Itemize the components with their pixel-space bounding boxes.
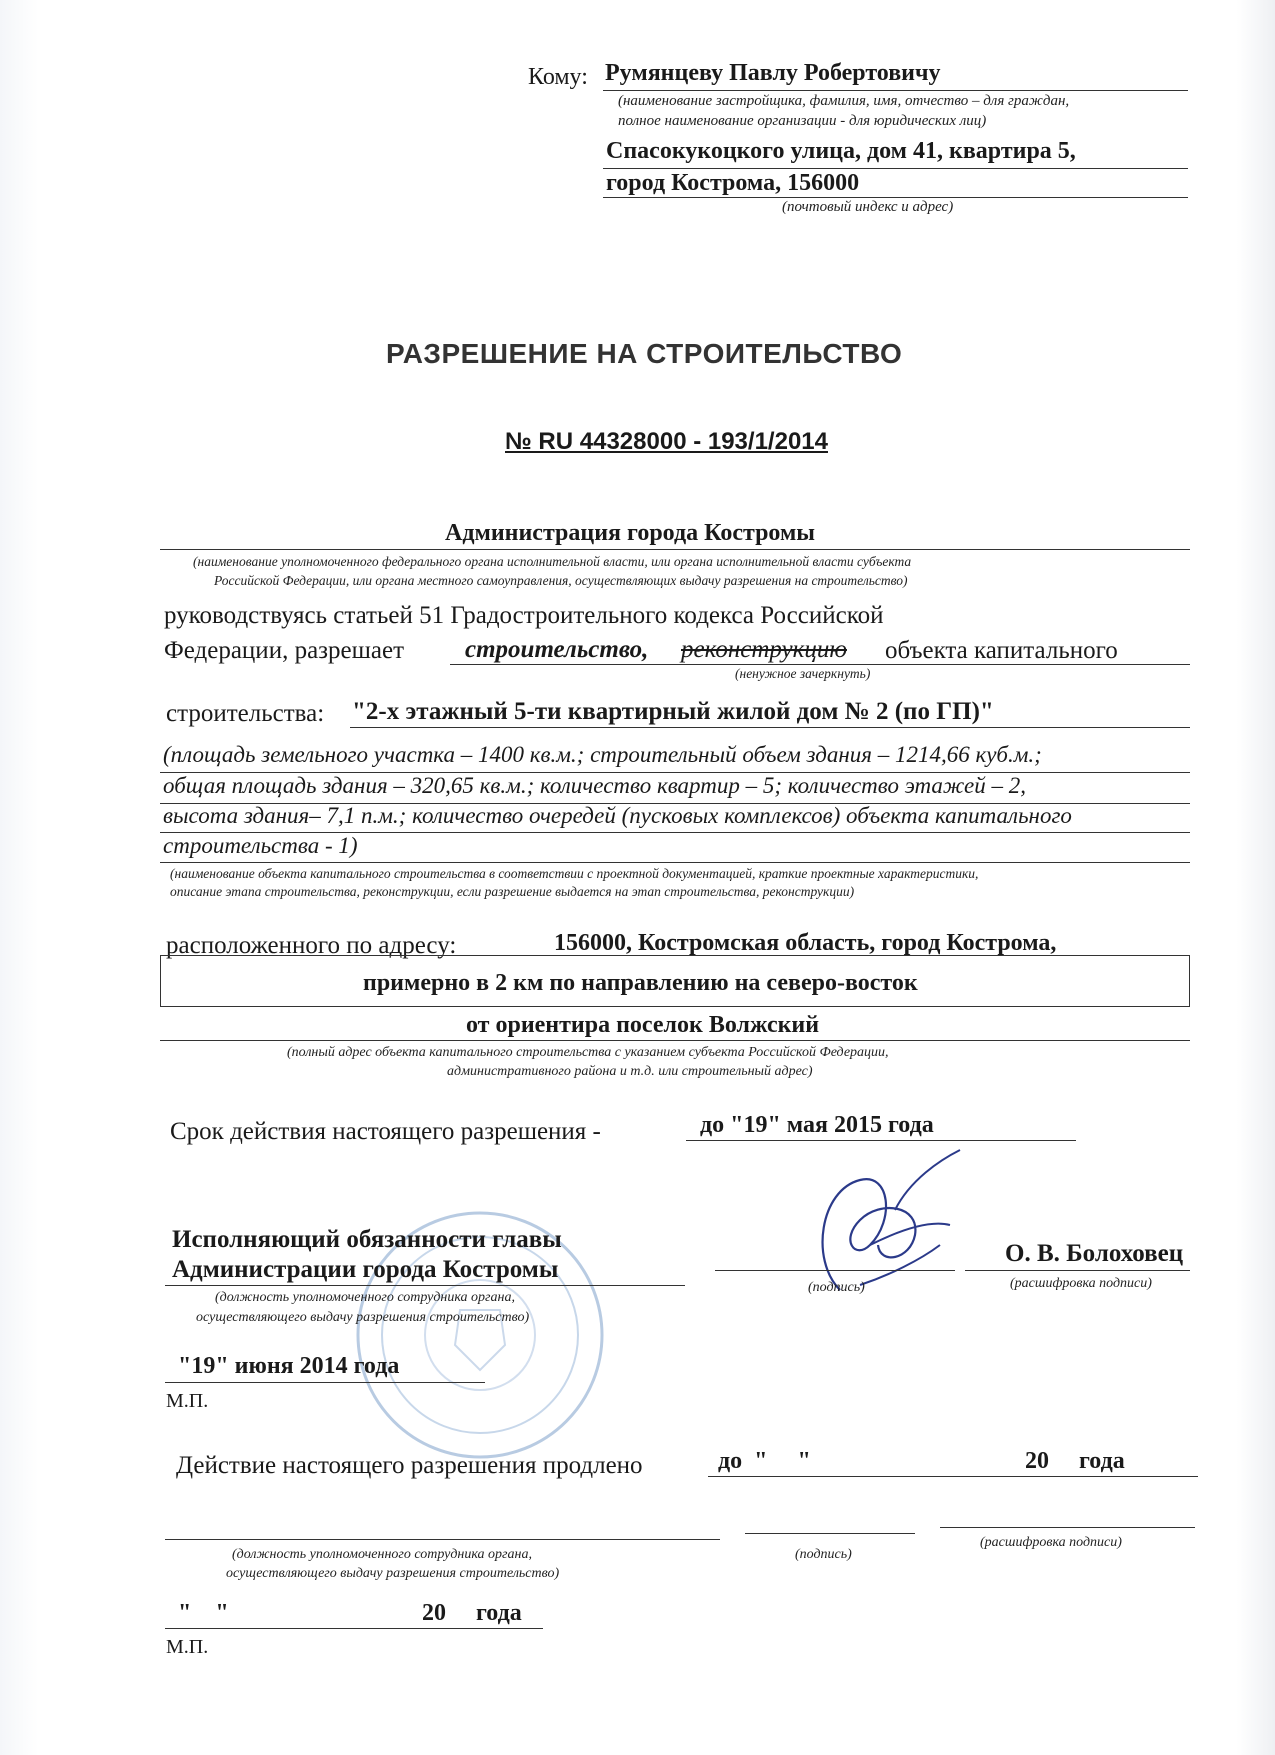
extension-label: Действие настоящего разрешения продлено [176, 1452, 643, 1479]
object-name-line [350, 727, 1190, 728]
authority-name: Администрация города Костромы [445, 520, 816, 546]
validity-value: до "19" мая 2015 года [700, 1112, 934, 1138]
authority-caption-1: (наименование уполномоченного федерального органа исполнительной власти, или органа исполнительной власти субъекта [193, 554, 912, 569]
stamp-place-2: М.П. [166, 1636, 209, 1658]
recipient-name: Румянцеву Павлу Робертовичу [605, 60, 941, 86]
extension-date-year: 20 года [422, 1600, 522, 1626]
extension-signature-caption: (подпись) [795, 1547, 852, 1562]
validity-line [686, 1140, 1076, 1141]
recipient-address-2: город Кострома, 156000 [606, 170, 860, 196]
body-line-1: руководствуясь статьей 51 Градостроительного кодекса Российской [164, 602, 884, 629]
recipient-address-caption: (почтовый индекс и адрес) [782, 199, 954, 215]
signature-line [715, 1270, 955, 1271]
stamp-place-1: М.П. [166, 1390, 209, 1412]
signatory-name: О. В. Болоховец [1005, 1240, 1184, 1267]
object-caption-2: описание этапа строительства, реконструкции, если разрешение выдается на этап строительства, реконструкции) [170, 884, 855, 899]
extension-position-caption-2: осуществляющего выдачу разрешения строительство) [226, 1566, 560, 1581]
extension-name-line [940, 1527, 1195, 1528]
signatory-position-1: Исполняющий обязанности главы [172, 1226, 562, 1253]
object-name: "2-х этажный 5-ти квартирный жилой дом № 2 (по ГП)" [352, 698, 994, 725]
location-address-1: 156000, Костромская область, город Кострома, [554, 930, 1057, 956]
issue-date: "19" июня 2014 года [178, 1353, 400, 1379]
location-address-3: от ориентира поселок Волжский [466, 1012, 820, 1038]
signature-caption: (подпись) [808, 1280, 865, 1295]
recipient-name-caption-2: полное наименование организации - для юридических лиц) [618, 113, 987, 129]
extension-line [708, 1476, 1198, 1477]
recipient-label: Кому: [528, 64, 588, 90]
location-label: расположенного по адресу: [166, 932, 457, 959]
extension-position-line [165, 1539, 720, 1540]
characteristics-underline-4 [160, 862, 1190, 863]
location-line [160, 1040, 1190, 1041]
location-address-2: примерно в 2 км по направлению на северо-восток [363, 970, 918, 996]
reconstruction-option-struck: реконструкцию [681, 636, 847, 663]
authority-line [160, 549, 1190, 550]
characteristics-line-1: (площадь земельного участка – 1400 кв.м.; строительный объем здания – 1214,66 куб.м.; [163, 742, 1042, 767]
extension-position-caption-1: (должность уполномоченного сотрудника органа, [232, 1547, 532, 1562]
recipient-name-caption-1: (наименование застройщика, фамилия, имя, отчество – для граждан, [618, 93, 1070, 109]
signatory-position-caption-2: осуществляющего выдачу разрешения строительство) [196, 1310, 530, 1325]
extension-date-line [165, 1628, 543, 1629]
extension-until: до " " [718, 1448, 811, 1474]
body-line-2-end: объекта капитального [885, 637, 1118, 664]
authority-caption-2: Российской Федерации, или органа местного самоуправления, осуществляющих выдачу разрешения на строительство) [214, 573, 908, 588]
recipient-name-line [603, 90, 1188, 91]
characteristics-line-3: высота здания– 7,1 п.м.; количество очередей (пусковых комплексов) объекта капитального [163, 803, 1072, 828]
validity-label: Срок действия настоящего разрешения - [170, 1118, 601, 1145]
page-title: РАЗРЕШЕНИЕ НА СТРОИТЕЛЬСТВО [386, 338, 903, 369]
strike-caption: (ненужное зачеркнуть) [735, 666, 871, 681]
location-caption-1: (полный адрес объекта капитального строительства с указанием субъекта Российской Федерации, [287, 1045, 889, 1060]
issue-date-line [165, 1382, 485, 1383]
permit-number: № RU 44328000 - 193/1/2014 [505, 428, 828, 455]
characteristics-line-4: строительства - 1) [163, 833, 358, 858]
signatory-position-2: Администрации города Костромы [172, 1256, 559, 1283]
extension-signature-line [745, 1533, 915, 1534]
extension-date-quotes: " " [178, 1600, 229, 1626]
signatory-name-caption: (расшифровка подписи) [1010, 1276, 1152, 1291]
signatory-position-line [165, 1285, 685, 1286]
characteristics-line-2: общая площадь здания – 320,65 кв.м.; количество квартир – 5; количество этажей – 2, [163, 773, 1026, 798]
recipient-address-1: Спасокукоцкого улица, дом 41, квартира 5, [606, 138, 1076, 164]
construction-option: строительство, [465, 636, 649, 663]
location-caption-2: административного района и т.д. или строительный адрес) [447, 1064, 813, 1079]
signatory-position-caption-1: (должность уполномоченного сотрудника органа, [215, 1290, 515, 1305]
extension-year: 20 года [1025, 1448, 1125, 1474]
signatory-name-line [965, 1270, 1190, 1271]
recipient-address-line-1 [603, 168, 1188, 169]
object-caption-1: (наименование объекта капитального строительства в соответствии с проектной документацией, краткие проектные характеристики, [170, 866, 979, 881]
body-line-2-start: Федерации, разрешает [164, 637, 405, 664]
object-label: строительства: [166, 700, 325, 727]
extension-name-caption: (расшифровка подписи) [980, 1535, 1122, 1550]
